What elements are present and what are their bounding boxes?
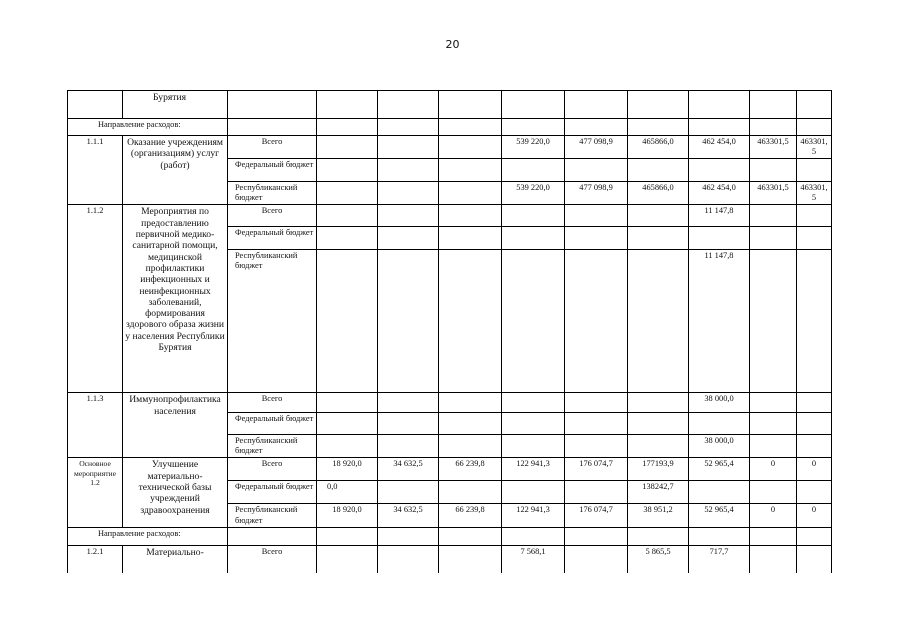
value-cell: 0 <box>797 458 832 481</box>
code-cell: 1.2.1 <box>68 545 123 573</box>
value-cell: 38 000,0 <box>689 393 750 413</box>
table-row <box>68 119 832 136</box>
source-cell: Всего <box>228 545 317 573</box>
code-cell: 1.1.3 <box>68 393 123 458</box>
value-cell: 176 074,7 <box>565 504 628 527</box>
budget-table <box>67 90 832 573</box>
source-cell: Республиканский бюджет <box>228 504 317 527</box>
value-cell: 465866,0 <box>628 136 689 159</box>
value-cell: 463301,5 <box>750 182 797 205</box>
value-cell: 177193,9 <box>628 458 689 481</box>
value-cell: 176 074,7 <box>565 458 628 481</box>
source-cell: Республиканский бюджет <box>228 250 317 393</box>
direction-label: Направление расходов: <box>68 527 228 545</box>
source-cell: Республиканский бюджет <box>228 182 317 205</box>
value-cell: 477 098,9 <box>565 136 628 159</box>
source-cell: Всего <box>228 136 317 159</box>
table-row <box>68 527 832 545</box>
activity-name-cell: Бурятия <box>123 91 228 119</box>
activity-name-cell: Улучшение материально-технической базы учреждений здравоохранения <box>123 458 228 527</box>
value-cell: 38 000,0 <box>689 435 750 458</box>
value-cell: 717,7 <box>689 545 750 573</box>
source-cell: Всего <box>228 393 317 413</box>
direction-label: Направление расходов: <box>68 119 228 136</box>
source-cell: Федеральный бюджет <box>228 481 317 504</box>
activity-name-cell: Оказание учреждениям (организациям) услуг (работ) <box>123 136 228 205</box>
value-cell: 465866,0 <box>628 182 689 205</box>
value-cell: 5 865,5 <box>628 545 689 573</box>
value-cell: 463301,5 <box>797 182 832 205</box>
value-cell: 477 098,9 <box>565 182 628 205</box>
code-cell: 1.1.2 <box>68 205 123 393</box>
activity-name-cell: Иммунопрофилактика населения <box>123 393 228 458</box>
table-row <box>68 393 832 413</box>
page-number: 20 <box>445 38 460 51</box>
value-cell: 34 632,5 <box>378 504 439 527</box>
value-cell: 463301,5 <box>750 136 797 159</box>
source-cell: Республиканский бюджет <box>228 435 317 458</box>
source-cell: Всего <box>228 205 317 227</box>
value-cell: 463301,5 <box>797 136 832 159</box>
value-cell: 539 220,0 <box>502 136 565 159</box>
value-cell: 0 <box>750 504 797 527</box>
value-cell: 0 <box>750 458 797 481</box>
code-cell <box>68 91 123 119</box>
source-cell: Федеральный бюджет <box>228 413 317 435</box>
value-cell: 138242,7 <box>628 481 689 504</box>
table-row <box>68 91 832 119</box>
value-cell: 66 239,8 <box>439 458 502 481</box>
value-cell: 7 568,1 <box>502 545 565 573</box>
code-cell: Основное мероприятие 1.2 <box>68 458 123 527</box>
value-cell: 0,0 <box>317 481 378 504</box>
table-row <box>68 205 832 227</box>
code-cell: 1.1.1 <box>68 136 123 205</box>
value-cell: 52 965,4 <box>689 504 750 527</box>
value-cell: 122 941,3 <box>502 504 565 527</box>
value-cell: 18 920,0 <box>317 458 378 481</box>
value-cell: 539 220,0 <box>502 182 565 205</box>
table-row <box>68 458 832 481</box>
source-cell: Всего <box>228 458 317 481</box>
source-cell: Федеральный бюджет <box>228 227 317 250</box>
value-cell: 11 147,8 <box>689 250 750 393</box>
value-cell: 38 951,2 <box>628 504 689 527</box>
value-cell: 122 941,3 <box>502 458 565 481</box>
value-cell: 66 239,8 <box>439 504 502 527</box>
value-cell: 462 454,0 <box>689 136 750 159</box>
value-cell: 0 <box>797 504 832 527</box>
table-row <box>68 545 832 573</box>
source-cell: Федеральный бюджет <box>228 159 317 182</box>
table-row <box>68 136 832 159</box>
value-cell: 34 632,5 <box>378 458 439 481</box>
value-cell: 462 454,0 <box>689 182 750 205</box>
activity-name-cell: Мероприятия по предоставлению первичной медико-санитарной помощи, медицинской профилактики инфекционных и неинфекционных заболеваний, формирования здорового образа жизни у населения Республики Бурятия <box>123 205 228 393</box>
activity-name-cell: Материально- <box>123 545 228 573</box>
value-cell: 11 147,8 <box>689 205 750 227</box>
value-cell: 52 965,4 <box>689 458 750 481</box>
value-cell: 18 920,0 <box>317 504 378 527</box>
